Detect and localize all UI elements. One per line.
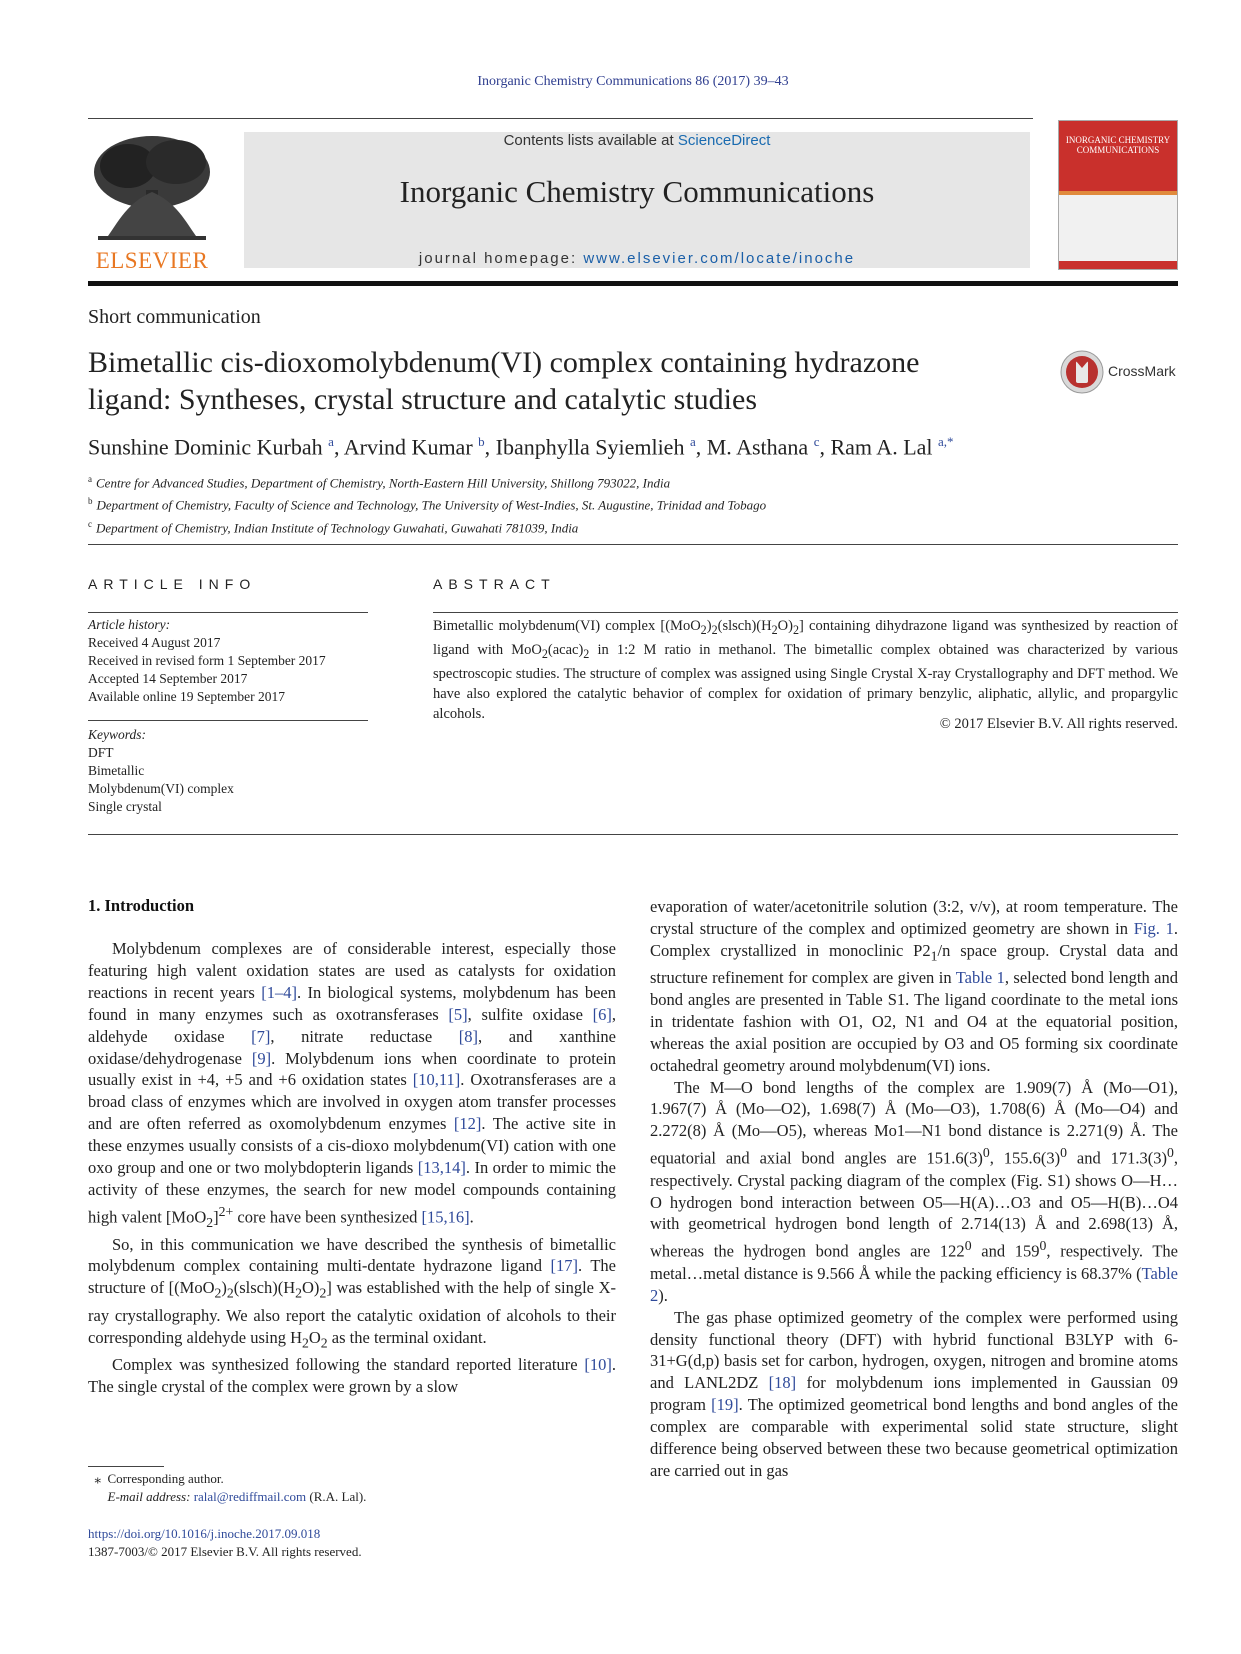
paragraph: evaporation of water/acetonitrile solution (3:2, v/v), at room temperature. The crystal structure of the complex and optimized geometry are shown in Fig. 1. Complex crystallized in monoclinic $P2_1/n$ space group. Crystal data and structure refinement for complex are given in Table 1, selected bond length and bond angles are presented in Table S1. The ligand coordinate to the metal ions in tridentate fashion with O1, O2, N1 and O4 at the equatorial position, whereas the axial position are occupied by O3 and O5 forming six coordinate octahedral geometry around molybdenum(VI) ions. bbox=[650, 897, 1179, 1075]
citation-link[interactable]: [6] bbox=[592, 1004, 612, 1024]
history-item: Accepted 14 September 2017 bbox=[88, 671, 248, 686]
footnote bbox=[88, 1470, 616, 1506]
affiliation-key: c bbox=[88, 518, 92, 529]
elsevier-tree-icon bbox=[88, 132, 216, 244]
author-list: Sunshine Dominic Kurbah $^a$, Arvind Kumar $^b$, Ibanphylla Syiemlieh $^a$, M. Asthana $^c$, Ram A. Lal $^{a,*}$ bbox=[88, 434, 954, 460]
cover-stripe bbox=[1059, 191, 1177, 195]
affiliation-text: Centre for Advanced Studies, Department of Chemistry, North-Eastern Hill University, Shillong 793022, India bbox=[96, 475, 671, 491]
crossmark-label: CrossMark bbox=[1108, 363, 1176, 379]
contents-line bbox=[244, 132, 1030, 149]
author[interactable]: M. Asthana bbox=[706, 434, 809, 460]
homepage-line bbox=[244, 250, 1030, 267]
affiliation bbox=[88, 515, 1178, 537]
paragraph: So, in this communication we have described the synthesis of bimetallic molybdenum complex containing multi-dentate hydrazone ligand [17]. The structure of $[(MoO_2)_2(slsch)(H_2O)_2]$ was established with the help of single X-ray crystallography. We also report the catalytic oxidation of alcohols to their corresponding aldehyde using $H_2O_2$ as the terminal oxidant. bbox=[88, 1234, 617, 1350]
sciencedirect-link[interactable]: ScienceDirect bbox=[677, 132, 771, 149]
abstract-body: Bimetallic molybdenum(VI) complex $[(MoO_2)_2(slsch)(H_2O)_2]$ containing dihydrazone ligand was synthesized by reaction of ligand with $MoO_2(acac)_2$ in 1:2 M ratio in methanol. The bimetallic complex obtained was characterized by various spectroscopic studies. The structure of complex was assigned using Single Crystal X-ray Crystallography and DFT method. We have also explored the catalytic behavior of complex for oxidation of primary benzylic, aliphatic, allylic, and propargylic alcohols. bbox=[433, 618, 1178, 722]
elsevier-wordmark: ELSEVIER bbox=[95, 248, 209, 273]
top-divider bbox=[88, 118, 1033, 119]
abstract-heading: ABSTRACT bbox=[433, 576, 556, 592]
keyword: Single crystal bbox=[88, 799, 162, 814]
title-line-1: Bimetallic cis-dioxomolybdenum(VI) complex containing hydrazone bbox=[88, 346, 920, 379]
journal-cover-thumbnail[interactable] bbox=[1058, 120, 1178, 270]
email-suffix: (R.A. Lal). bbox=[306, 1489, 367, 1504]
footnote-star: ⁎ bbox=[94, 1471, 101, 1486]
homepage-link[interactable]: www.elsevier.com/locate/inoche bbox=[583, 250, 856, 267]
author[interactable]: Sunshine Dominic Kurbah bbox=[88, 434, 323, 460]
citation-link[interactable]: [10] bbox=[584, 1354, 612, 1374]
crossmark-icon bbox=[1060, 350, 1104, 394]
email-note bbox=[88, 1488, 616, 1506]
journal-banner bbox=[244, 132, 1030, 268]
section-heading: 1. Introduction bbox=[88, 896, 195, 915]
table-link[interactable]: Table 1 bbox=[955, 968, 1005, 988]
crossmark-badge[interactable] bbox=[1060, 350, 1182, 394]
author-affiliation-mark[interactable]: b bbox=[478, 434, 485, 449]
article-title bbox=[88, 344, 1008, 418]
cover-title: INORGANIC CHEMISTRY COMMUNICATIONS bbox=[1059, 121, 1177, 191]
figure-link[interactable]: Fig. 1 bbox=[1133, 918, 1174, 938]
homepage-prefix: journal homepage: bbox=[418, 250, 584, 267]
author[interactable]: Ram A. Lal bbox=[830, 434, 933, 460]
divider bbox=[88, 720, 368, 721]
cover-footer-band bbox=[1059, 261, 1177, 269]
email-link[interactable]: ralal@rediffmail.com bbox=[193, 1489, 307, 1504]
journal-name: Inorganic Chemistry Communications bbox=[399, 174, 875, 209]
abstract-copyright: © 2017 Elsevier B.V. All rights reserved. bbox=[939, 716, 1178, 732]
author-affiliation-mark[interactable]: c bbox=[813, 434, 820, 449]
journal-reference[interactable]: Inorganic Chemistry Communications 86 (2017) 39–43 bbox=[477, 74, 789, 89]
divider bbox=[88, 544, 1178, 545]
footnote-divider bbox=[88, 1466, 164, 1467]
divider bbox=[88, 834, 1178, 835]
article-type: Short communication bbox=[88, 306, 261, 328]
author[interactable]: Ibanphylla Syiemlieh bbox=[495, 434, 685, 460]
history-label: Article history: bbox=[88, 617, 171, 632]
issn-copyright: 1387-7003/© 2017 Elsevier B.V. All rights reserved. bbox=[88, 1544, 362, 1559]
author-affiliation-mark[interactable]: a,* bbox=[938, 434, 954, 449]
body-column-left bbox=[88, 938, 616, 1398]
corresponding-author-note bbox=[88, 1470, 616, 1488]
divider bbox=[88, 612, 368, 613]
doi-link[interactable]: https://doi.org/10.1016/j.inoche.2017.09.018 bbox=[88, 1526, 321, 1541]
paragraph: Complex was synthesized following the standard reported literature [10]. The single crystal of the complex were grown by a slow bbox=[88, 1354, 616, 1396]
history-item: Received 4 August 2017 bbox=[88, 635, 221, 650]
affiliation-text: Department of Chemistry, Faculty of Science and Technology, The University of West-Indies, St. Augustine, Trinidad and Tobago bbox=[96, 497, 767, 513]
citation-link[interactable]: [13,14] bbox=[417, 1158, 466, 1178]
corresponding-label: Corresponding author. bbox=[107, 1471, 224, 1486]
keyword: DFT bbox=[88, 745, 114, 760]
email-label: E-mail address: bbox=[107, 1489, 191, 1504]
citation-link[interactable]: [15,16] bbox=[421, 1207, 470, 1227]
citation-link[interactable]: [1–4] bbox=[261, 982, 297, 1002]
affiliation-key: a bbox=[88, 474, 92, 484]
citation-link[interactable]: [10,11] bbox=[412, 1070, 461, 1090]
citation-link[interactable]: [17] bbox=[550, 1256, 579, 1276]
keyword: Bimetallic bbox=[88, 763, 145, 778]
keywords bbox=[88, 726, 378, 816]
citation-link[interactable]: [9] bbox=[251, 1048, 272, 1068]
affiliation bbox=[88, 470, 1178, 492]
citation-link[interactable]: [12] bbox=[453, 1114, 482, 1134]
body-column-right bbox=[650, 896, 1178, 1482]
article-info-heading: ARTICLE INFO bbox=[88, 576, 257, 592]
article-history bbox=[88, 616, 378, 706]
citation-link[interactable]: [8] bbox=[458, 1026, 479, 1046]
title-line-2: ligand: Syntheses, crystal structure and catalytic studies bbox=[88, 383, 757, 416]
author-affiliation-mark[interactable]: a bbox=[328, 434, 334, 449]
table-link[interactable]: Table 2 bbox=[650, 1263, 1178, 1305]
keywords-label: Keywords: bbox=[88, 727, 146, 742]
citation-link[interactable]: [19] bbox=[711, 1395, 739, 1415]
paragraph: Molybdenum complexes are of considerable interest, especially those featuring high valent oxidation states are used as catalysts for oxidation reactions in recent years [1–4]. In biological systems, molybdenum has been found in many enzymes such as oxotransferases [5], sulfite oxidase [6], aldehyde oxidase [7], nitrate reductase [8], and xanthine oxidase/dehydrogenase [9]. Molybdenum ions when coordinate to protein usually exist in +4, +5 and +6 oxidation states [10,11]. Oxotransferases are a broad class of enzymes which are involved in oxygen atom transfer processes and are often referred as oxomolybdenum enzymes [12]. The active site in these enzymes usually consists of a cis-dioxo molybdenum(VI) cation with one oxo group and one or two molybdopterin ligands [13,14]. In order to mimic the activity of these enzymes, the search for new model compounds containing high valent $[MoO_2]^{2+}$ core have been synthesized [15,16]. bbox=[88, 939, 616, 1230]
citation-link[interactable]: [18] bbox=[768, 1373, 797, 1393]
history-item: Received in revised form 1 September 2017 bbox=[88, 653, 326, 668]
paragraph: The gas phase optimized geometry of the complex were performed using density functional theory (DFT) with hybrid functional B3LYP with 6-31+G(d,p) basis set for carbon, hydrogen, oxygen, nitrogen and bromine atoms and LANL2DZ [18] for molybdenum ions implemented in Gaussian 09 program [19]. The optimized geometrical bond lengths and bond angles of the complex are comparable with experimental solid state structure, slight difference being observed between these two because geometrical optimization are carried out in gas bbox=[650, 1307, 1178, 1480]
divider bbox=[433, 612, 1178, 613]
header-thick-divider bbox=[88, 281, 1178, 286]
author[interactable]: Arvind Kumar bbox=[343, 434, 473, 460]
affiliations bbox=[88, 470, 1178, 537]
affiliation-text: Department of Chemistry, Indian Institute of Technology Guwahati, Guwahati 781039, India bbox=[96, 519, 579, 535]
author-affiliation-mark[interactable]: a bbox=[689, 434, 696, 449]
contents-prefix: Contents lists available at bbox=[503, 132, 678, 149]
affiliation-key: b bbox=[88, 496, 93, 507]
keyword: Molybdenum(VI) complex bbox=[88, 781, 234, 796]
paragraph: The M—O bond lengths of the complex are 1.909(7) Å (Mo—O1), 1.967(7) Å (Mo—O2), 1.698(7) Å (Mo—O3), 1.708(6) Å (Mo—O4) and 2.272(8) Å (Mo—O5), whereas Mo1—N1 bond distance is 2.271(9) Å. The equatorial and axial bond angles are $151.6(3)^0$, $155.6(3)^0$ and $171.3(3)^0$, respectively. Crystal packing diagram of the complex (Fig. S1) shows O—H…O hydrogen bond interaction between O5—H(A)…O3 and O5—H(B)…O4 with geometrical hydrogen bond length of 2.714(13) Å and 2.698(13) Å, whereas the hydrogen bond angles are $122^0$ and $159^0$, respectively. The metal…metal distance is 9.566 Å while the packing efficiency is 68.37% (Table 2). bbox=[650, 1077, 1179, 1305]
history-item: Available online 19 September 2017 bbox=[88, 689, 285, 704]
citation-link[interactable]: [7] bbox=[251, 1026, 271, 1046]
elsevier-logo[interactable] bbox=[88, 132, 216, 274]
affiliation bbox=[88, 492, 1178, 514]
citation-link[interactable]: [5] bbox=[448, 1004, 468, 1024]
